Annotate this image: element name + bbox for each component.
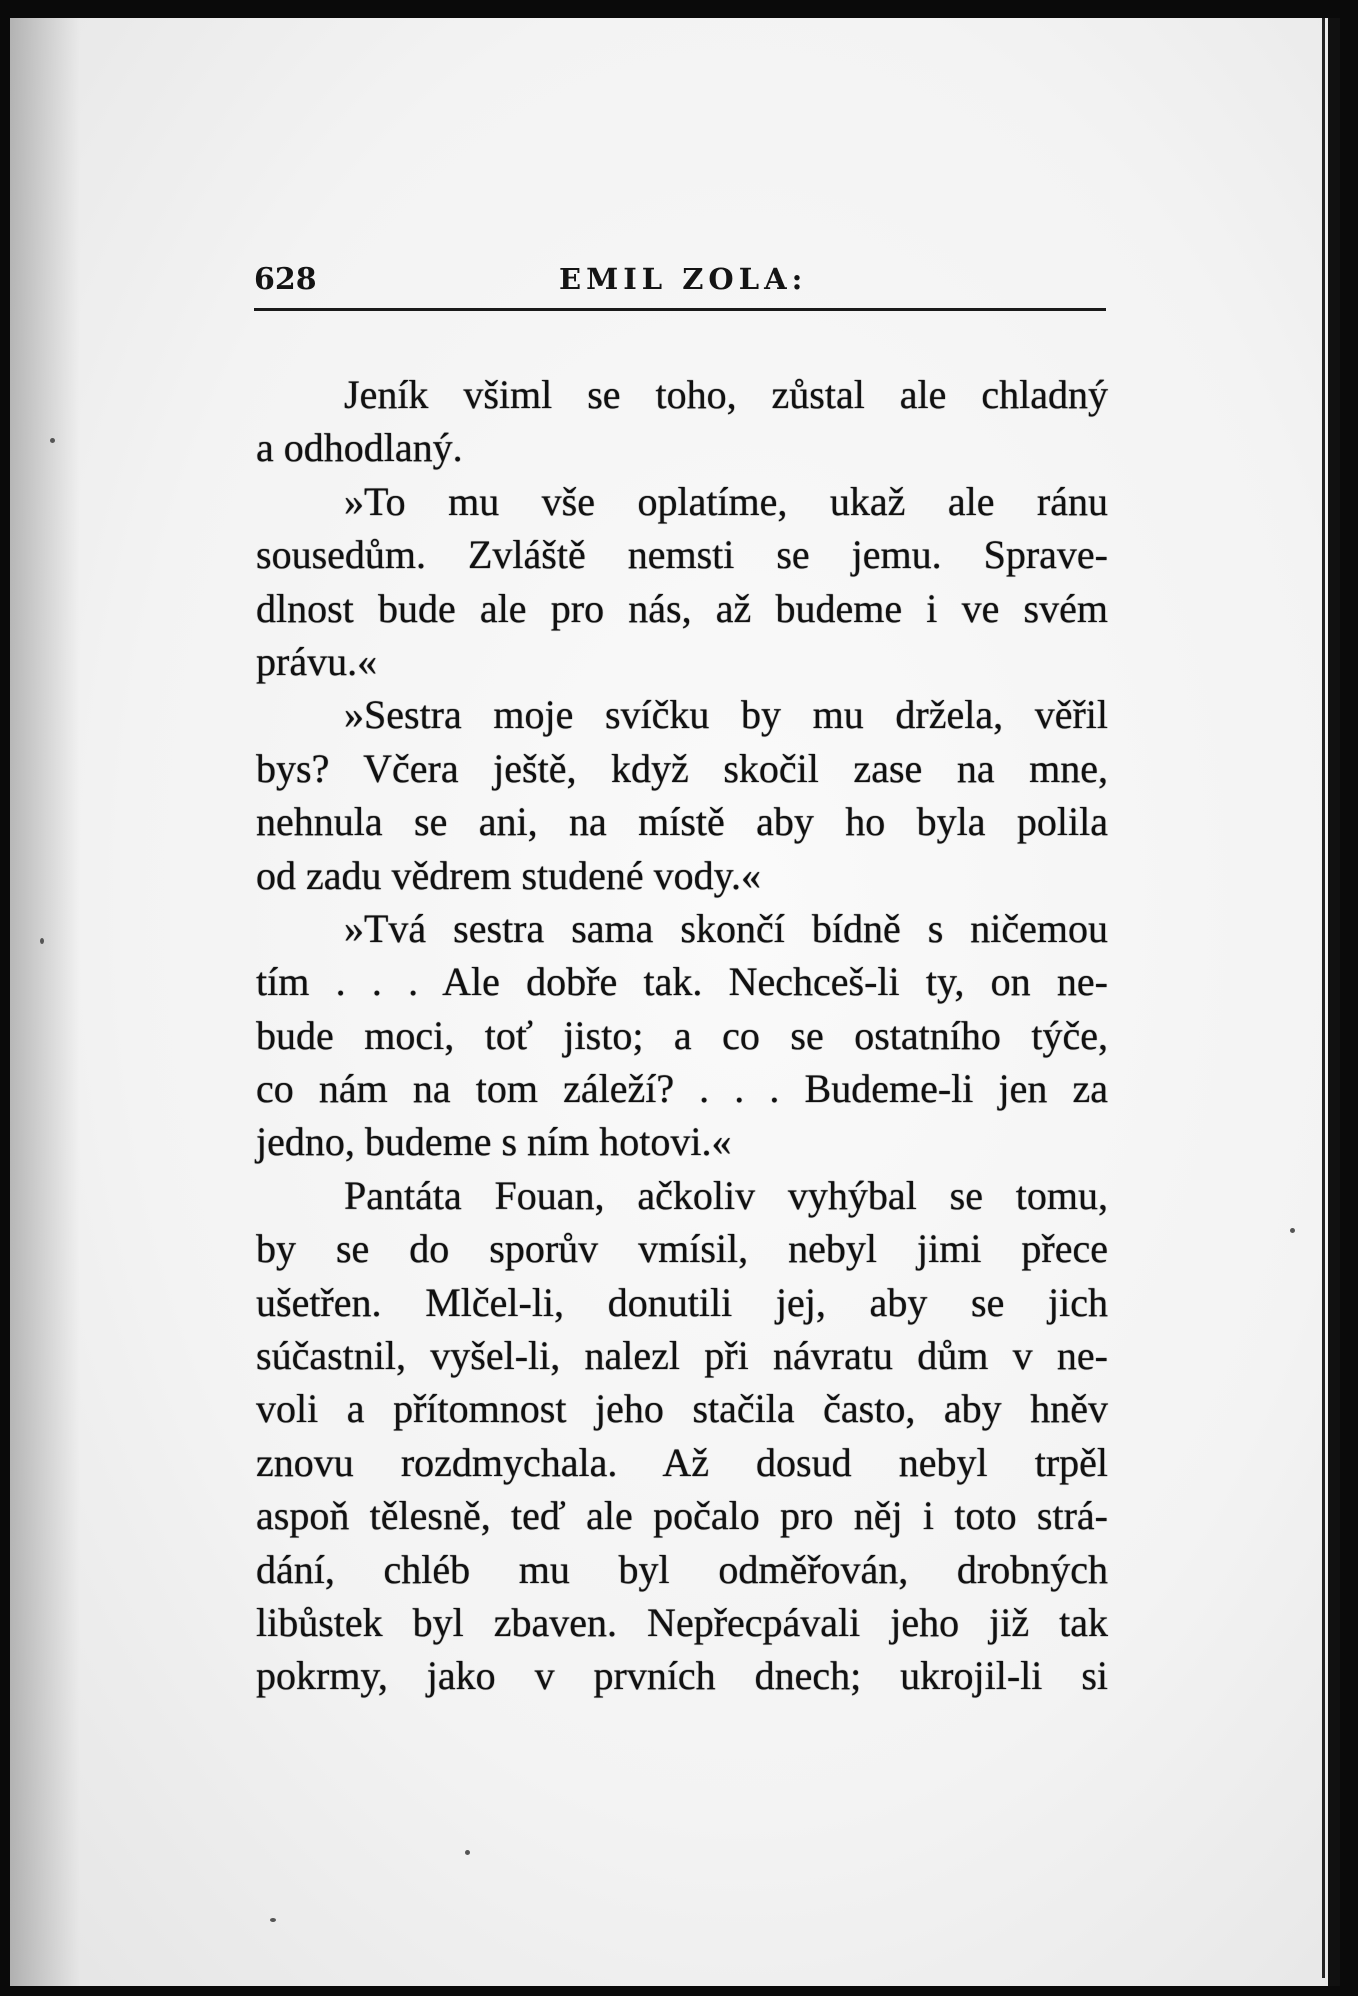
page-header bbox=[254, 256, 1106, 306]
text-line: a odhodlaný. bbox=[256, 425, 463, 471]
text-line: aspoň tělesně, teď ale počalo pro něj i toto strá- bbox=[256, 1493, 1108, 1539]
text-line: od zadu vědrem studené vody.« bbox=[256, 852, 762, 898]
text-line: Jeník všiml se toho, zůstal ale chladný bbox=[344, 372, 1108, 417]
text-line: »To mu vše oplatíme, ukaž ale ránu bbox=[344, 478, 1108, 524]
text-line: co nám na tom záleží? . . . Budeme-li jen za bbox=[256, 1066, 1108, 1112]
text-line: bude moci, toť jisto; a co se ostatního týče, bbox=[256, 1012, 1108, 1058]
scan-speck bbox=[1290, 1228, 1295, 1233]
scan-speck bbox=[270, 1918, 276, 1922]
text-line: libůstek byl zbaven. Nepřecpávali jeho již tak bbox=[256, 1599, 1108, 1645]
text-line: znovu rozdmychala. Až dosud nebyl trpěl bbox=[256, 1439, 1108, 1485]
scan-speck bbox=[40, 938, 44, 944]
body-text bbox=[256, 368, 1108, 1703]
text-line: dlnost bude ale pro nás, až budeme i ve svém bbox=[256, 585, 1108, 631]
text-line: voli a přítomnost jeho stačila často, aby hněv bbox=[256, 1386, 1108, 1432]
page-edge-line bbox=[1322, 18, 1325, 1978]
text-line: súčastnil, vyšel-li, nalezl při návratu dům v ne- bbox=[256, 1333, 1108, 1379]
text-line: sousedům. Zvláště nemsti se jemu. Sprave- bbox=[256, 532, 1108, 578]
text-line: právu.« bbox=[256, 638, 378, 684]
text-line: dání, chléb mu byl odměřován, drobných bbox=[256, 1546, 1108, 1592]
text-line: jedno, budeme s ním hotovi.« bbox=[256, 1119, 732, 1165]
text-line: Pantáta Fouan, ačkoliv vyhýbal se tomu, bbox=[344, 1172, 1108, 1218]
scan-speck bbox=[465, 1850, 470, 1855]
scan-speck bbox=[50, 438, 55, 443]
running-title: EMIL ZOLA: bbox=[559, 262, 808, 296]
text-line: nehnula se ani, na místě aby ho byla polila bbox=[256, 799, 1108, 845]
header-rule bbox=[254, 308, 1106, 311]
text-line: ušetřen. Mlčel-li, donutili jej, aby se jich bbox=[256, 1279, 1108, 1325]
text-line: by se do sporův vmísil, nebyl jimi přece bbox=[256, 1226, 1108, 1272]
page-number: 628 bbox=[254, 262, 317, 297]
text-line: »Tvá sestra sama skončí bídně s ničemou bbox=[344, 905, 1108, 951]
text-line: pokrmy, jako v prvních dnech; ukrojil-li si bbox=[256, 1653, 1108, 1699]
text-line: bys? Včera ještě, když skočil zase na mne, bbox=[256, 745, 1108, 791]
text-line: »Sestra moje svíčku by mu držela, věřil bbox=[344, 692, 1108, 738]
text-line: tím . . . Ale dobře tak. Nechceš-li ty, on ne- bbox=[256, 959, 1108, 1005]
